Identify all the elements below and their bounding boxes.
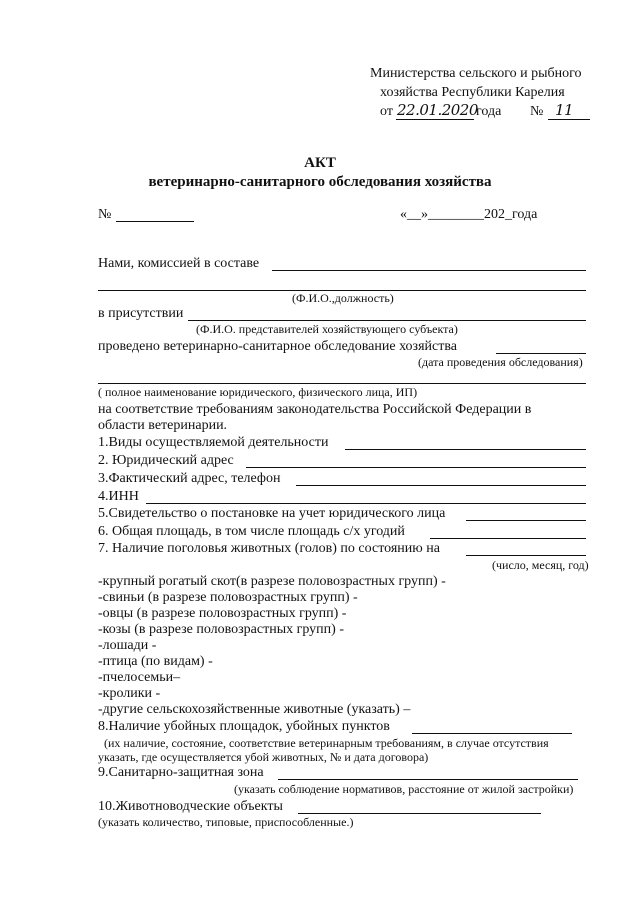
survey-underline[interactable] [496,353,586,354]
animal-line-cattle: -крупный рогатый скот(в разрезе половозрастных групп) - [98,574,446,589]
item-activity-underline[interactable] [345,449,586,450]
animal-line-bees: -пчелосемьи– [98,670,181,685]
item-slaughter-underline[interactable] [412,733,572,734]
header-number-sign: № [530,104,544,119]
animal-line-goats: -козы (в разрезе половозрастных групп) - [98,622,344,637]
item-livestock-facilities-label: 10.Животноводческие объекты [98,799,283,814]
act-number-underline[interactable] [116,221,194,222]
item-slaughter-label: 8.Наличие убойных площадок, убойных пунктов [98,719,390,734]
survey-hint: (дата проведения обследования) [418,355,583,369]
item-sanitary-zone-hint: (указать соблюдение нормативов, расстояние от жилой застройки) [234,782,574,796]
item-slaughter-hint-2: указать, где осуществляется убой животных, № и дата договора) [98,750,429,764]
animal-line-rabbits: -кролики - [98,686,161,701]
commission-hint: (Ф.И.О.,должность) [292,291,394,305]
header-year-word: года [476,104,502,119]
page-title: АКТ [304,155,336,171]
item-inn-label: 4.ИНН [98,489,139,504]
header-ministry-line1: Министерства сельского и рыбного [370,66,582,81]
act-date-field[interactable]: «__»________202_года [400,207,538,222]
item-livestock-facilities-hint: (указать количество, типовые, приспособленные.) [98,815,354,829]
survey-label: проведено ветеринарно-санитарное обследование хозяйства [98,339,457,354]
item-legal-address-label: 2. Юридический адрес [98,453,234,468]
header-from: от [380,104,393,119]
item-livestock-underline[interactable] [466,555,586,556]
animal-line-pigs: -свиньи (в разрезе половозрастных групп) - [98,590,358,605]
item-certificate-underline[interactable] [466,520,586,521]
animal-line-horses: -лошади - [98,638,157,653]
animal-line-poultry: -птица (по видам) - [98,654,213,669]
header-date-handwritten: 22.01.2020 [397,101,478,119]
item-slaughter-hint-1: (их наличие, состояние, соответствие ветеринарным требованиям, в случае отсутствия [104,736,549,750]
item-activity-label: 1.Виды осуществляемой деятельности [98,435,329,450]
presence-underline[interactable] [188,320,586,321]
item-area-underline[interactable] [430,538,586,539]
compliance-text-1: на соответствие требованиям законодательства Российской Федерации в [98,402,532,417]
entity-hint: ( полное наименование юридического, физического лица, ИП) [98,385,418,399]
item-livestock-hint: (число, месяц, год) [492,558,589,572]
presence-label: в присутствии [98,306,184,321]
item-sanitary-zone-underline[interactable] [278,779,578,780]
item-sanitary-zone-label: 9.Санитарно-защитная зона [98,765,264,780]
item-inn-underline[interactable] [146,503,586,504]
item-livestock-facilities-underline[interactable] [298,813,541,814]
act-number-label: № [98,207,112,222]
commission-label: Нами, комиссией в составе [98,256,260,271]
animal-line-other: -другие сельскохозяйственные животные (указать) – [98,702,411,717]
commission-underline[interactable] [272,270,586,271]
item-area-label: 6. Общая площадь, в том числе площадь с/х угодий [98,524,405,539]
animal-line-sheep: -овцы (в разрезе половозрастных групп) - [98,606,347,621]
item-certificate-label: 5.Свидетельство о постановке на учет юридического лица [98,506,446,521]
item-actual-address-underline[interactable] [296,485,586,486]
header-number-handwritten: 11 [555,101,574,119]
item-actual-address-label: 3.Фактический адрес, телефон [98,471,281,486]
item-livestock-label: 7. Наличие поголовья животных (голов) по состоянию на [98,541,440,556]
header-date-underline [396,119,474,120]
item-legal-address-underline[interactable] [246,467,586,468]
header-number-underline [548,119,590,120]
entity-underline[interactable] [98,383,586,384]
compliance-text-2: области ветеринарии. [98,418,228,433]
presence-hint: (Ф.И.О. представителей хозяйствующего субъекта) [196,322,458,336]
page-subtitle: ветеринарно-санитарного обследования хозяйства [148,174,492,190]
header-ministry-line2: хозяйства Республики Карелия [380,85,565,100]
